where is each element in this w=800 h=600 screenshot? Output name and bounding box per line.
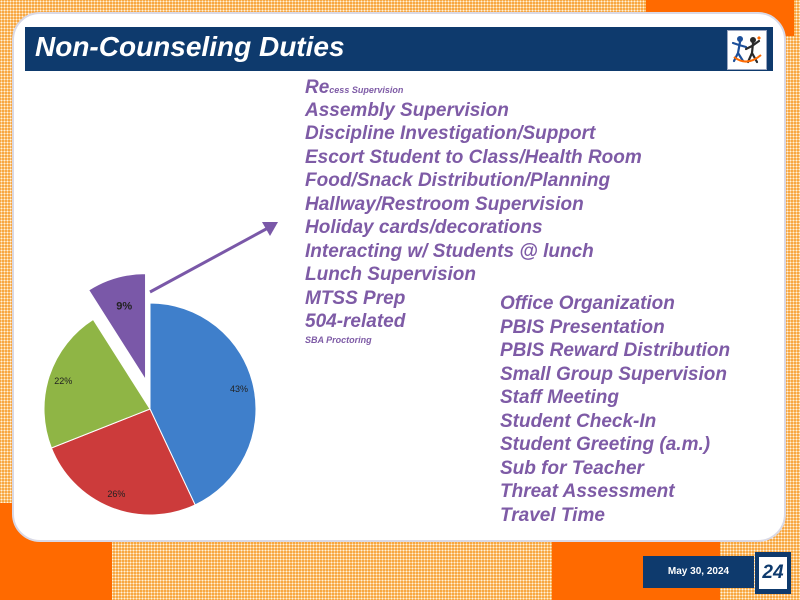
duty-item: MTSS Prep xyxy=(305,288,406,309)
slide-number-box xyxy=(755,552,791,594)
duty-item: PBIS Presentation xyxy=(500,317,665,338)
duty-item: Discipline Investigation/Support xyxy=(305,123,596,144)
duty-item: Escort Student to Class/Health Room xyxy=(305,147,642,168)
duty-item: Holiday cards/decorations xyxy=(305,217,543,238)
slide-number: 24 xyxy=(762,562,784,583)
duty-item: Office Organization xyxy=(500,293,675,314)
pie-label-22: 22% xyxy=(54,375,73,386)
footer-date: May 30, 2024 xyxy=(667,566,730,577)
duty-item: Student Greeting (a.m.) xyxy=(500,434,711,455)
footer-date-box xyxy=(643,556,754,588)
duty-item: Lunch Supervision xyxy=(305,264,477,285)
pie-label-9: 9% xyxy=(116,300,133,313)
duty-item: PBIS Reward Distribution xyxy=(500,340,731,361)
figures-logo-icon xyxy=(728,31,766,69)
duty-item: Interacting w/ Students @ lunch xyxy=(305,241,594,262)
duty-item: Travel Time xyxy=(500,505,605,526)
pie-label-26: 26% xyxy=(107,488,126,499)
duty-item: Hallway/Restroom Supervision xyxy=(305,194,584,215)
duty-item: Sub for Teacher xyxy=(500,458,644,479)
duty-item: Assembly Supervision xyxy=(305,100,509,121)
duty-recess-supervision: Recess Supervision xyxy=(305,77,404,98)
duty-item: Staff Meeting xyxy=(500,387,619,408)
duty-item: 504-related xyxy=(305,311,406,332)
duty-sba-proctoring: SBA Proctoring xyxy=(305,335,372,345)
pie-label-43: 43% xyxy=(229,384,248,395)
duty-item: Small Group Supervision xyxy=(500,364,727,385)
duty-item: Threat Assessment xyxy=(500,481,675,502)
pointer-arrow xyxy=(140,212,290,312)
duty-item: Student Check-In xyxy=(500,411,657,432)
title-bar xyxy=(25,27,773,71)
duty-item: Food/Snack Distribution/Planning xyxy=(305,170,611,191)
page-title: Non-Counseling Duties xyxy=(35,31,345,62)
school-logo xyxy=(727,30,767,70)
